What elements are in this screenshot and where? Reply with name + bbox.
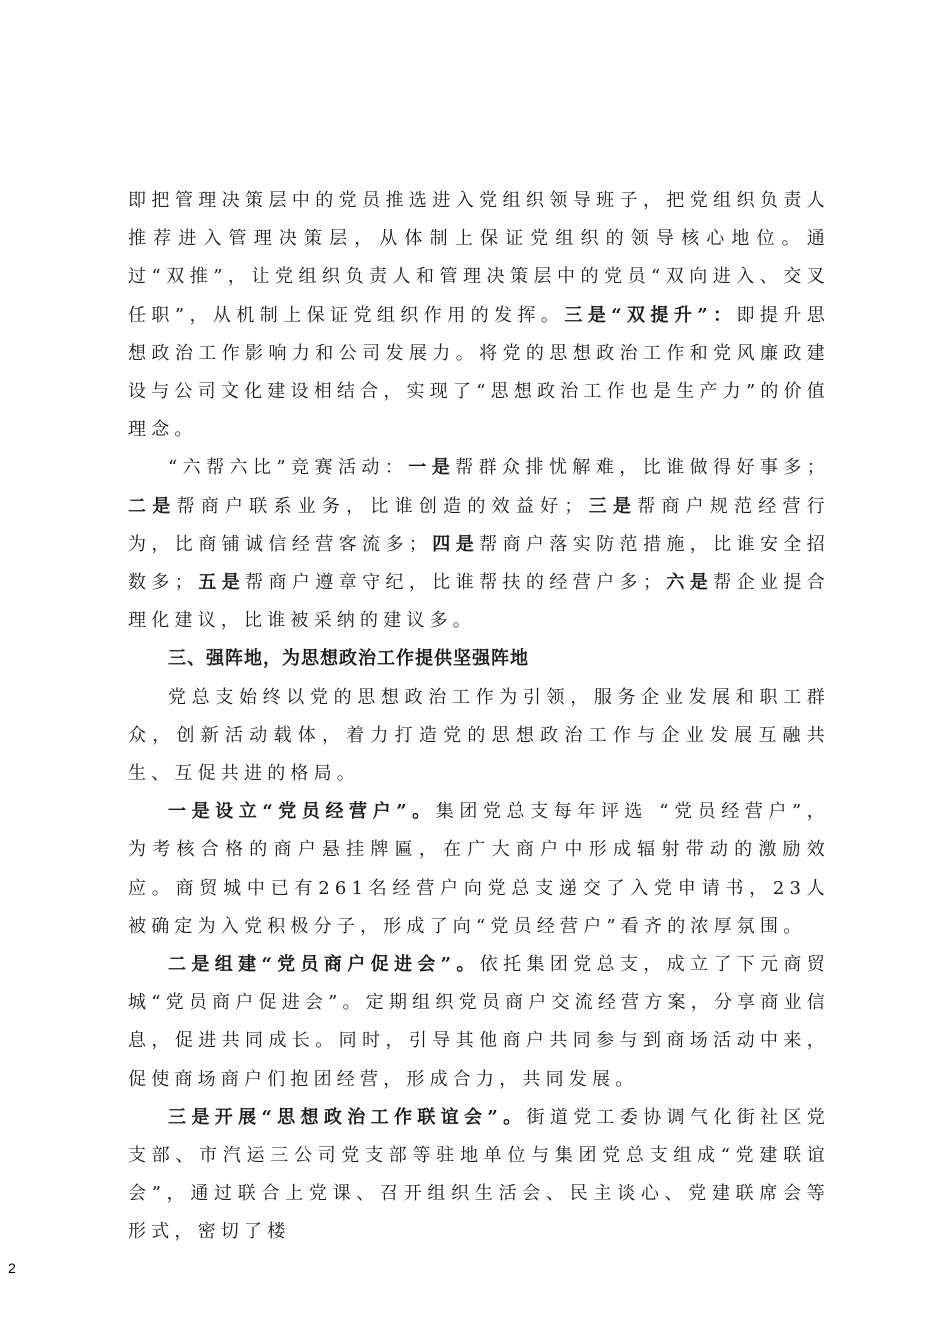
bold-marker: 一是 (408, 457, 456, 479)
paragraph-party-member-merchant (128, 793, 830, 946)
paragraph-text: 即把管理决策层中的党员推选进入党组织领导班子，把党组织负责人推荐进入管理决策层，从体制上保证党组织的领导核心地位。通过“双推”，让党组织负责人和管理决策层中的党员“双向进入、交叉任职”，从机制上保证党组织作用的发挥。 (128, 190, 830, 326)
bold-lead: 三是“双提升”： (564, 304, 737, 326)
section-heading: 三、强阵地，为思想政治工作提供坚强阵地 (168, 648, 529, 670)
paragraph-lead: “六帮六比”竞赛活动： (168, 457, 409, 479)
paragraph-text: 帮企业提合理化建议，比谁被采纳的建议多。 (128, 572, 831, 632)
paragraph-text: 帮商户落实防范措施，比谁安全招数多； (128, 533, 830, 594)
paragraph-text: 依托集团党总支，成立了下元商贸城“党员商户促进会”。定期组织党员商户交流经营方案，分享商业信息，促进共同成长。同时，引导其他商户共同参与到商场活动中来，促使商场商户们抱团经营，形成合力，共同发展。 (128, 954, 830, 1090)
paragraph-text: 即提升思想政治工作影响力和公司发展力。将党的思想政治工作和党风廉政建设与公司文化建设相结合，实现了“思想政治工作也是生产力”的价值理念。 (128, 304, 830, 441)
bold-lead: 三是开展“思想政治工作联谊会”。 (168, 1106, 527, 1128)
paragraph-six-helps (128, 449, 830, 640)
paragraph-text: 街道党工委协调气化街社区党支部、市汽运三公司党支部等驻地单位与集团党总支组成“党建联谊会”，通过联合上党课、召开组织生活会、民主谈心、党建联席会等形式，密切了楼 (128, 1106, 830, 1243)
paragraph-text: 帮商户规范经营行为，比商铺诚信经营客流多； (128, 495, 830, 555)
bold-lead: 二是组建“党员商户促进会”。 (168, 954, 480, 976)
paragraph-promotion-association (128, 946, 830, 1099)
paragraph-intro: 党总支始终以党的思想政治工作为引领，服务企业发展和职工群众，创新活动载体，着力打造党的思想政治工作与企业发展互融共生、互促共进的格局。 (128, 686, 830, 785)
paragraph-text: 帮商户联系业务，比谁创造的效益好； (176, 495, 588, 517)
bold-lead: 一是设立“党员经营户”。 (168, 801, 436, 823)
paragraph-continued (128, 182, 830, 449)
bold-marker: 二是 (128, 495, 177, 517)
page-number: 2 (8, 1260, 16, 1276)
paragraph-friendship-association (128, 1099, 830, 1252)
paragraph-text: 帮商户遵章守纪，比谁帮扶的经营户多； (245, 572, 667, 594)
document-body (128, 182, 830, 1252)
paragraph-text: 帮群众排忧解难，比谁做得好事多； (455, 457, 831, 479)
paragraph-text: 集团党总支每年评选 “党员经营户”，为考核合格的商户悬挂牌匾，在广大商户中形成辐射带动的激励效应。商贸城中已有261名经营户向党总支递交了入党申请书，23人被确定为入党积极分子，形成了向“党员经营户”看齐的浓厚氛围。 (128, 801, 830, 937)
bold-marker: 三是 (587, 495, 638, 517)
bold-marker: 五是 (198, 572, 246, 594)
bold-marker: 四是 (432, 533, 480, 555)
bold-marker: 六是 (666, 572, 714, 594)
